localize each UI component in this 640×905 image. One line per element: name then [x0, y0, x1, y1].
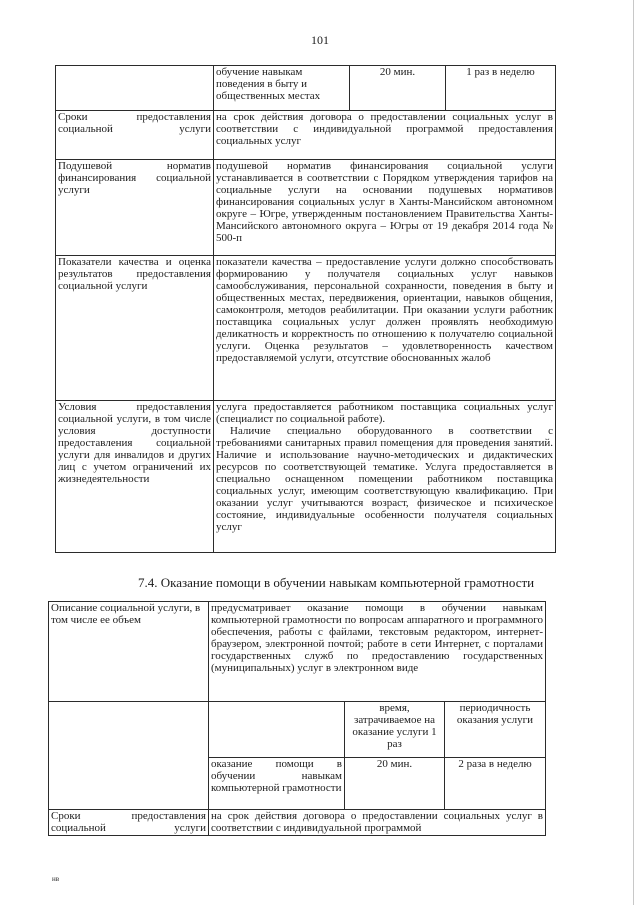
- table-row: [49, 602, 546, 702]
- description-value: предусматривает оказание помощи в обучении навыкам компьютерной грамотности по вопросам аппаратного и программного обеспечения, работы с файлами, текстовым редактором, интернет-браузером, электронной почтой; работе в сети Интернет, с порталами государственных служб по предоставлению государственных (муниципальных) услуг в электронном виде: [209, 602, 546, 702]
- table-row: [56, 160, 556, 256]
- table-row: [56, 66, 556, 111]
- funding-value: подушевой норматив финансирования социальной услуги устанавливается в соответствии с Порядком утверждения тарифов на социальные услуги на основании подушевых нормативов финансирования социальных услуг в Ханты-Мансийском автономном округе – Югре, утвержденным постановлением Правительства Ханты-Мансийского автономного округа – Югры от 19 декабря 2014 года № 500-п: [214, 160, 556, 256]
- conditions-label: Условия предоставления социальной услуги, в том числе условия доступности предоставления социальной услуги для инвалидов и других лиц с учетом ограничений их жизнедеятельности: [56, 401, 214, 553]
- service-time-cell: 20 мин.: [345, 758, 445, 810]
- page-edge-line: [633, 0, 634, 905]
- terms-label: Сроки предоставления социальной услуги: [56, 111, 214, 160]
- computer-literacy-table: [48, 601, 546, 836]
- service-frequency-cell: 2 раза в неделю: [445, 758, 546, 810]
- terms-value: на срок действия договора о предоставлении социальных услуг в соответствии с индивидуальной программой предоставления социальных услуг: [214, 111, 556, 160]
- quality-label: Показатели качества и оценка результатов предоставления социальной услуги: [56, 256, 214, 401]
- footer-mark: нв: [52, 875, 60, 883]
- table-row: [49, 702, 546, 758]
- header-frequency: периодичность оказания услуги: [445, 702, 546, 758]
- table-row: [56, 401, 556, 553]
- service-name-cell: оказание помощи в обучении навыкам компьютерной грамотности: [209, 758, 345, 810]
- service-time-cell: 20 мин.: [350, 66, 446, 111]
- conditions-paragraph-2: Наличие специально оборудованного в соответствии с требованиями санитарных правил помещения для проведения занятий. Наличие и использование научно-методических и дидактических ресурсов по соответствующей тематике. Услуга предоставляется в специально оснащенном помещении работником поставщика социальных услуг, имеющим соответствующую квалификацию. При оказании услуг учитываются возраст, физическое и психическое состояние, индивидуальные особенности получателя социальных услуг: [216, 425, 553, 533]
- funding-label: Подушевой норматив финансирования социальной услуги: [56, 160, 214, 256]
- table-row: [49, 810, 546, 836]
- table-row: [56, 111, 556, 160]
- service-frequency-cell: 1 раз в неделю: [446, 66, 556, 111]
- empty-header-cell: [209, 702, 345, 758]
- quality-value: показатели качества – предоставление услуги должно способствовать формированию у получателя социальных услуг навыков самообслуживания, персональной сохранности, поведения в быту и общественных местах, передвижения, ориентации, навыков общения, самоконтроля, методов реабилитации. При оказании услуги работник поставщика социальных услуг должен проявлять необходимую деликатность и корректность по отношению к получателю социальной услуги. Оценка результатов – удовлетворенность качеством предоставляемой услуги, отсутствие обоснованных жалоб: [214, 256, 556, 401]
- empty-cell: [49, 702, 209, 810]
- terms-value: на срок действия договора о предоставлении социальных услуг в соответствии с индивидуальной программой: [209, 810, 546, 836]
- header-time: время, затрачиваемое на оказание услуги 1 раз: [345, 702, 445, 758]
- service-name-cell: обучение навыкам поведения в быту и общественных местах: [214, 66, 350, 111]
- conditions-value: [214, 401, 556, 553]
- section-title: 7.4. Оказание помощи в обучении навыкам компьютерной грамотности: [138, 575, 535, 590]
- table-row: [56, 256, 556, 401]
- empty-cell: [56, 66, 214, 111]
- terms-label: Сроки предоставления социальной услуги: [49, 810, 209, 836]
- conditions-paragraph-1: услуга предоставляется работником поставщика социальных услуг (специалист по социальной работе).: [216, 401, 553, 425]
- description-label: Описание социальной услуги, в том числе ее объем: [49, 602, 209, 702]
- page-number: 101: [311, 33, 329, 47]
- services-table-continued: [55, 65, 556, 553]
